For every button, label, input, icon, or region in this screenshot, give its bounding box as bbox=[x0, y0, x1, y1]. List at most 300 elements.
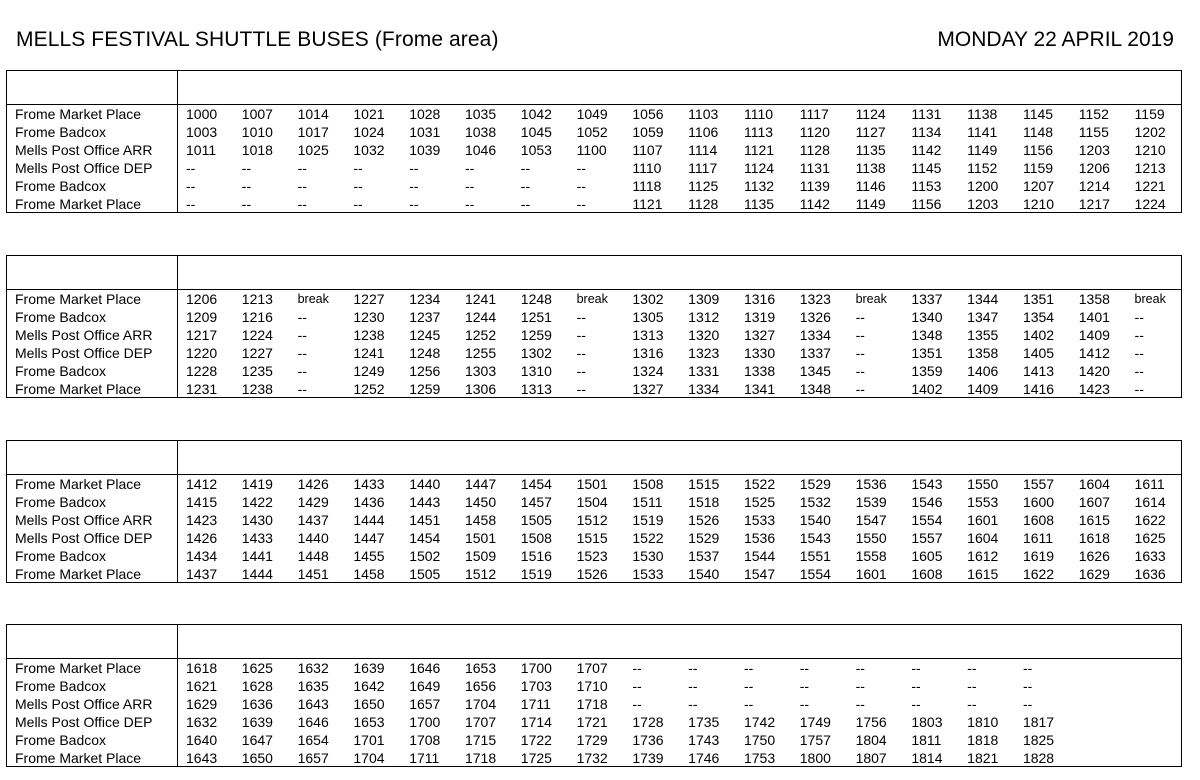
time-cell: 1700 bbox=[520, 660, 552, 676]
time-cell: -- bbox=[297, 309, 307, 325]
time-cell: -- bbox=[520, 196, 531, 212]
time-cell: 1529 bbox=[799, 476, 831, 492]
time-cell: 1756 bbox=[855, 714, 887, 730]
time-cell: 1341 bbox=[743, 381, 776, 397]
time-cell: 1451 bbox=[297, 566, 329, 582]
time-cell: 1203 bbox=[967, 196, 999, 212]
table-row bbox=[7, 677, 1181, 695]
time-cell: -- bbox=[1022, 660, 1033, 676]
table-row bbox=[7, 344, 1181, 362]
stop-name: Mells Post Office DEP bbox=[15, 714, 153, 730]
time-cell: 1310 bbox=[520, 363, 552, 379]
stop-name: Mells Post Office DEP bbox=[15, 530, 153, 546]
time-cell: 1252 bbox=[464, 327, 497, 343]
time-cell: -- bbox=[186, 160, 196, 176]
time-cell: 1007 bbox=[241, 106, 273, 122]
time-cell: 1540 bbox=[688, 566, 720, 582]
time-cell: 1601 bbox=[855, 566, 887, 582]
time-cell: 1646 bbox=[409, 660, 441, 676]
time-cell: 1550 bbox=[855, 530, 887, 546]
time-cell: 1547 bbox=[743, 566, 776, 582]
time-cell: -- bbox=[911, 678, 921, 694]
time-cell bbox=[1070, 731, 1126, 749]
stop-name: Frome Badcox bbox=[15, 678, 107, 694]
time-cell bbox=[1070, 713, 1126, 731]
time-cell: -- bbox=[688, 678, 698, 694]
time-cell: 1351 bbox=[911, 345, 943, 361]
time-cell: 1711 bbox=[520, 696, 551, 712]
time-cell: -- bbox=[297, 363, 307, 379]
time-cell: -- bbox=[297, 327, 307, 343]
time-cell: 1533 bbox=[743, 512, 776, 528]
time-cell: 1618 bbox=[1078, 530, 1110, 546]
time-cell: 1807 bbox=[855, 750, 887, 766]
stop-name: Mells Post Office DEP bbox=[15, 345, 153, 361]
time-cell: 1142 bbox=[911, 142, 942, 158]
time-cell: 1632 bbox=[186, 714, 218, 730]
time-cell: 1504 bbox=[576, 494, 608, 510]
time-cell: 1708 bbox=[409, 732, 441, 748]
time-cell: 1121 bbox=[743, 142, 775, 158]
time-cell: 1636 bbox=[241, 696, 273, 712]
time-cell: 1551 bbox=[799, 548, 831, 564]
time-cell: 1811 bbox=[911, 732, 942, 748]
time-cell: -- bbox=[1022, 696, 1033, 712]
time-cell: 1458 bbox=[464, 512, 497, 528]
stop-name: Frome Market Place bbox=[15, 291, 142, 307]
table-row bbox=[7, 547, 1181, 565]
time-cell: 1128 bbox=[799, 142, 830, 158]
time-cell: -- bbox=[855, 327, 865, 343]
time-cell bbox=[1070, 659, 1126, 677]
time-cell: 1245 bbox=[409, 327, 441, 343]
time-cell: 1554 bbox=[799, 566, 831, 582]
time-cell: 1522 bbox=[632, 530, 664, 546]
time-cell: 1324 bbox=[632, 363, 664, 379]
time-cell: 1803 bbox=[911, 714, 943, 730]
stop-name: Frome Badcox bbox=[15, 494, 107, 510]
time-cell: 1437 bbox=[186, 566, 218, 582]
time-cell: 1607 bbox=[1078, 494, 1110, 510]
time-cell: 1636 bbox=[1134, 566, 1166, 582]
time-cell: -- bbox=[297, 178, 307, 194]
time-cell: 1213 bbox=[1134, 160, 1166, 176]
time-cell: 1348 bbox=[799, 381, 831, 397]
table-row bbox=[7, 326, 1181, 344]
time-cell: 1650 bbox=[241, 750, 273, 766]
time-cell: 1422 bbox=[241, 494, 273, 510]
page-date: MONDAY 22 APRIL 2019 bbox=[937, 28, 1174, 51]
time-cell: -- bbox=[743, 678, 754, 694]
time-cell: 1234 bbox=[409, 291, 441, 307]
time-cell: 1818 bbox=[967, 732, 999, 748]
time-cell: -- bbox=[799, 678, 810, 694]
time-cell: 1138 bbox=[855, 160, 886, 176]
time-cell: -- bbox=[297, 160, 307, 176]
time-cell: 1656 bbox=[464, 678, 497, 694]
time-cell: 1124 bbox=[855, 106, 886, 122]
time-cell: 1817 bbox=[1022, 714, 1055, 730]
time-cell: 1132 bbox=[743, 178, 775, 194]
table-row bbox=[7, 380, 1181, 398]
time-cell: 1121 bbox=[632, 196, 663, 212]
time-cell: 1433 bbox=[241, 530, 273, 546]
stop-name: Mells Post Office ARR bbox=[15, 696, 153, 712]
time-cell bbox=[1070, 749, 1126, 767]
time-cell: 1646 bbox=[297, 714, 329, 730]
time-cell: 1146 bbox=[855, 178, 886, 194]
time-cell: 1529 bbox=[688, 530, 720, 546]
time-cell: 1039 bbox=[409, 142, 441, 158]
time-cell: 1323 bbox=[799, 291, 831, 307]
time-cell bbox=[1070, 677, 1126, 695]
time-cell: 1231 bbox=[186, 381, 218, 397]
time-cell: 1135 bbox=[743, 196, 775, 212]
time-cell: -- bbox=[855, 363, 865, 379]
time-cell: 1106 bbox=[688, 124, 719, 140]
time-cell: 1512 bbox=[576, 512, 608, 528]
time-cell: 1519 bbox=[632, 512, 664, 528]
time-cell: 1625 bbox=[241, 660, 273, 676]
time-cell: 1038 bbox=[464, 124, 497, 140]
time-cell: 1000 bbox=[186, 106, 218, 122]
time-cell: 1423 bbox=[1078, 381, 1110, 397]
time-cell: 1608 bbox=[1022, 512, 1055, 528]
time-cell: 1045 bbox=[520, 124, 552, 140]
stop-name: Frome Market Place bbox=[15, 476, 142, 492]
time-cell: 1618 bbox=[186, 660, 218, 676]
time-cell: 1003 bbox=[186, 124, 218, 140]
table-row bbox=[7, 475, 1181, 493]
time-cell: 1703 bbox=[520, 678, 552, 694]
time-cell: 1707 bbox=[576, 660, 608, 676]
time-cell: -- bbox=[799, 660, 810, 676]
time-cell: 1409 bbox=[1078, 327, 1110, 343]
time-cell: 1024 bbox=[353, 124, 385, 140]
time-cell: 1553 bbox=[967, 494, 999, 510]
time-cell: 1309 bbox=[688, 291, 720, 307]
time-cell: 1145 bbox=[1022, 106, 1054, 122]
time-cell: 1028 bbox=[409, 106, 441, 122]
time-cell: 1155 bbox=[1078, 124, 1109, 140]
time-cell: 1021 bbox=[353, 106, 385, 122]
time-cell: -- bbox=[353, 160, 363, 176]
time-cell: 1120 bbox=[799, 124, 830, 140]
time-cell: 1018 bbox=[241, 142, 273, 158]
time-cell: 1228 bbox=[186, 363, 218, 379]
time-cell: 1103 bbox=[688, 106, 719, 122]
time-cell: 1409 bbox=[967, 381, 999, 397]
time-cell: 1100 bbox=[576, 142, 607, 158]
time-cell bbox=[1126, 713, 1182, 731]
time-cell: 1224 bbox=[1134, 196, 1166, 212]
time-cell: 1711 bbox=[409, 750, 440, 766]
time-cell: 1420 bbox=[1078, 363, 1110, 379]
time-cell: -- bbox=[520, 178, 531, 194]
time-cell: break bbox=[855, 292, 887, 306]
time-cell: -- bbox=[911, 696, 921, 712]
time-cell: 1059 bbox=[632, 124, 664, 140]
time-cell: -- bbox=[520, 160, 531, 176]
time-cell: 1757 bbox=[799, 732, 831, 748]
time-cell: 1217 bbox=[1078, 196, 1110, 212]
time-cell: -- bbox=[576, 345, 586, 361]
table-row bbox=[7, 159, 1181, 177]
time-cell: 1654 bbox=[297, 732, 329, 748]
time-cell: 1316 bbox=[743, 291, 776, 307]
time-cell: 1323 bbox=[688, 345, 720, 361]
time-cell: 1707 bbox=[464, 714, 497, 730]
time-cell: 1419 bbox=[241, 476, 273, 492]
time-cell: 1554 bbox=[911, 512, 943, 528]
time-cell: 1142 bbox=[799, 196, 830, 212]
time-cell: 1732 bbox=[576, 750, 608, 766]
time-cell: 1632 bbox=[297, 660, 329, 676]
time-cell: 1444 bbox=[241, 566, 273, 582]
time-cell: 1546 bbox=[911, 494, 943, 510]
time-cell: -- bbox=[576, 178, 586, 194]
time-cell: -- bbox=[241, 178, 252, 194]
time-cell: 1543 bbox=[799, 530, 831, 546]
time-cell: -- bbox=[855, 309, 865, 325]
time-cell: 1337 bbox=[799, 345, 831, 361]
time-cell: 1216 bbox=[241, 309, 273, 325]
time-cell: 1354 bbox=[1022, 309, 1055, 325]
time-cell: -- bbox=[632, 678, 642, 694]
time-cell: 1159 bbox=[1134, 106, 1165, 122]
time-cell: 1543 bbox=[911, 476, 943, 492]
time-cell: 1448 bbox=[297, 548, 329, 564]
time-cell: 1508 bbox=[520, 530, 552, 546]
time-cell: break bbox=[297, 292, 329, 306]
time-cell: 1600 bbox=[1022, 494, 1055, 510]
time-cell: -- bbox=[967, 678, 977, 694]
stop-name: Frome Market Place bbox=[15, 196, 142, 212]
time-cell: 1454 bbox=[409, 530, 441, 546]
time-cell: 1241 bbox=[464, 291, 497, 307]
time-cell: 1306 bbox=[464, 381, 497, 397]
time-cell: 1619 bbox=[1022, 548, 1055, 564]
time-cell: 1413 bbox=[1022, 363, 1055, 379]
time-cell: 1721 bbox=[576, 714, 608, 730]
time-cell: 1156 bbox=[1022, 142, 1054, 158]
time-cell: 1440 bbox=[409, 476, 441, 492]
time-cell: 1512 bbox=[464, 566, 497, 582]
time-cell: 1416 bbox=[1022, 381, 1055, 397]
time-cell: 1053 bbox=[520, 142, 552, 158]
time-cell: 1753 bbox=[743, 750, 776, 766]
time-cell: 1312 bbox=[688, 309, 720, 325]
time-cell: 1238 bbox=[353, 327, 385, 343]
time-cell: 1402 bbox=[911, 381, 943, 397]
time-cell: 1547 bbox=[855, 512, 887, 528]
time-cell: 1340 bbox=[911, 309, 943, 325]
time-cell: 1657 bbox=[297, 750, 329, 766]
time-cell: 1124 bbox=[743, 160, 775, 176]
time-cell: 1710 bbox=[576, 678, 608, 694]
time-cell: 1522 bbox=[743, 476, 776, 492]
time-cell: 1316 bbox=[632, 345, 664, 361]
time-cell: 1612 bbox=[967, 548, 999, 564]
time-cell: -- bbox=[576, 196, 586, 212]
time-cell: 1202 bbox=[1134, 124, 1166, 140]
time-cell bbox=[1126, 677, 1182, 695]
table-row bbox=[7, 511, 1181, 529]
timetable-block bbox=[6, 440, 1182, 583]
time-cell: 1256 bbox=[409, 363, 441, 379]
time-cell: 1828 bbox=[1022, 750, 1055, 766]
time-cell: 1434 bbox=[186, 548, 218, 564]
table-row bbox=[7, 362, 1181, 380]
table-row bbox=[7, 695, 1181, 713]
time-cell: 1539 bbox=[855, 494, 887, 510]
time-cell: 1643 bbox=[186, 750, 218, 766]
time-cell: 1621 bbox=[186, 678, 218, 694]
time-cell: -- bbox=[409, 160, 419, 176]
time-cell: -- bbox=[576, 381, 586, 397]
table-row bbox=[7, 177, 1181, 195]
stop-name: Frome Market Place bbox=[15, 750, 142, 766]
time-cell: 1320 bbox=[688, 327, 720, 343]
time-cell: -- bbox=[409, 196, 419, 212]
stop-name: Frome Badcox bbox=[15, 732, 107, 748]
time-cell: 1508 bbox=[632, 476, 664, 492]
time-cell: 1035 bbox=[464, 106, 497, 122]
time-cell: 1536 bbox=[743, 530, 776, 546]
time-cell: 1210 bbox=[1134, 142, 1166, 158]
time-cell: 1241 bbox=[353, 345, 385, 361]
timetable-block bbox=[6, 624, 1182, 767]
time-cell: 1544 bbox=[743, 548, 776, 564]
stop-name: Frome Market Place bbox=[15, 660, 142, 676]
time-cell: -- bbox=[576, 327, 586, 343]
time-cell: 1203 bbox=[1078, 142, 1110, 158]
time-cell: 1615 bbox=[1078, 512, 1110, 528]
time-cell: 1334 bbox=[799, 327, 831, 343]
time-cell: 1436 bbox=[353, 494, 385, 510]
time-cell: 1615 bbox=[967, 566, 999, 582]
time-cell: 1516 bbox=[520, 548, 552, 564]
time-cell: 1412 bbox=[186, 476, 218, 492]
stop-name: Frome Badcox bbox=[15, 124, 107, 140]
time-cell: -- bbox=[241, 160, 252, 176]
time-cell: -- bbox=[632, 660, 642, 676]
time-cell: -- bbox=[353, 178, 363, 194]
time-cell: 1825 bbox=[1022, 732, 1055, 748]
time-cell: -- bbox=[855, 696, 865, 712]
time-cell: 1515 bbox=[576, 530, 608, 546]
time-cell: 1237 bbox=[409, 309, 441, 325]
time-cell: 1148 bbox=[1022, 124, 1054, 140]
time-cell: 1725 bbox=[520, 750, 552, 766]
time-cell: 1135 bbox=[855, 142, 886, 158]
time-cell: 1700 bbox=[409, 714, 441, 730]
time-cell: 1447 bbox=[353, 530, 385, 546]
time-cell: 1505 bbox=[409, 566, 441, 582]
time-cell: 1114 bbox=[688, 142, 718, 158]
time-cell: 1313 bbox=[520, 381, 552, 397]
time-cell: -- bbox=[464, 160, 475, 176]
stop-name: Frome Badcox bbox=[15, 548, 107, 564]
time-cell: 1704 bbox=[353, 750, 385, 766]
time-cell: 1251 bbox=[520, 309, 552, 325]
time-cell: 1331 bbox=[688, 363, 720, 379]
time-cell: 1141 bbox=[967, 124, 998, 140]
time-cell: -- bbox=[186, 196, 196, 212]
time-cell: 1259 bbox=[409, 381, 441, 397]
time-cell: 1429 bbox=[297, 494, 329, 510]
time-cell: 1735 bbox=[688, 714, 720, 730]
time-cell: -- bbox=[967, 660, 977, 676]
table-row bbox=[7, 565, 1181, 583]
time-cell: 1206 bbox=[186, 291, 218, 307]
table-row bbox=[7, 659, 1181, 677]
time-cell: 1248 bbox=[409, 345, 441, 361]
time-cell: 1128 bbox=[688, 196, 719, 212]
time-cell: 1213 bbox=[241, 291, 273, 307]
time-cell: 1502 bbox=[409, 548, 441, 564]
time-cell: 1622 bbox=[1134, 512, 1166, 528]
time-cell: 1626 bbox=[1078, 548, 1110, 564]
table-row bbox=[7, 713, 1181, 731]
time-cell: 1536 bbox=[855, 476, 887, 492]
time-cell: -- bbox=[799, 696, 810, 712]
time-cell: 1156 bbox=[911, 196, 942, 212]
time-cell: -- bbox=[1022, 678, 1033, 694]
time-cell: 1235 bbox=[241, 363, 273, 379]
time-cell: 1358 bbox=[967, 345, 999, 361]
timetable-table bbox=[7, 475, 1181, 583]
time-cell: -- bbox=[967, 696, 977, 712]
time-cell bbox=[1126, 659, 1182, 677]
time-cell: 1746 bbox=[688, 750, 720, 766]
time-cell: 1647 bbox=[241, 732, 273, 748]
time-cell: -- bbox=[1134, 309, 1144, 325]
time-cell: 1330 bbox=[743, 345, 776, 361]
time-cell: 1118 bbox=[632, 178, 662, 194]
time-cell: 1821 bbox=[967, 750, 999, 766]
time-cell: 1347 bbox=[967, 309, 999, 325]
table-row bbox=[7, 123, 1181, 141]
time-cell: 1238 bbox=[241, 381, 273, 397]
time-cell: 1010 bbox=[241, 124, 273, 140]
time-cell: 1149 bbox=[855, 196, 886, 212]
time-cell: 1046 bbox=[464, 142, 497, 158]
time-cell: 1440 bbox=[297, 530, 329, 546]
time-cell: 1131 bbox=[911, 106, 942, 122]
time-cell: -- bbox=[743, 696, 754, 712]
stop-name: Mells Post Office ARR bbox=[15, 142, 153, 158]
time-cell: 1635 bbox=[297, 678, 329, 694]
time-cell: 1134 bbox=[911, 124, 942, 140]
timetable-table bbox=[7, 105, 1181, 213]
time-cell: 1319 bbox=[743, 309, 776, 325]
time-cell: -- bbox=[1134, 345, 1144, 361]
time-cell: 1604 bbox=[1078, 476, 1110, 492]
timetable-table bbox=[7, 290, 1181, 398]
time-cell: 1117 bbox=[799, 106, 829, 122]
time-cell: 1302 bbox=[520, 345, 552, 361]
time-cell: 1523 bbox=[576, 548, 608, 564]
time-cell: 1153 bbox=[911, 178, 942, 194]
time-cell: -- bbox=[353, 196, 363, 212]
time-cell: 1056 bbox=[632, 106, 664, 122]
time-cell: 1501 bbox=[576, 476, 608, 492]
time-cell: 1338 bbox=[743, 363, 776, 379]
time-cell: 1704 bbox=[464, 696, 497, 712]
time-cell: 1131 bbox=[799, 160, 830, 176]
table-row bbox=[7, 308, 1181, 326]
